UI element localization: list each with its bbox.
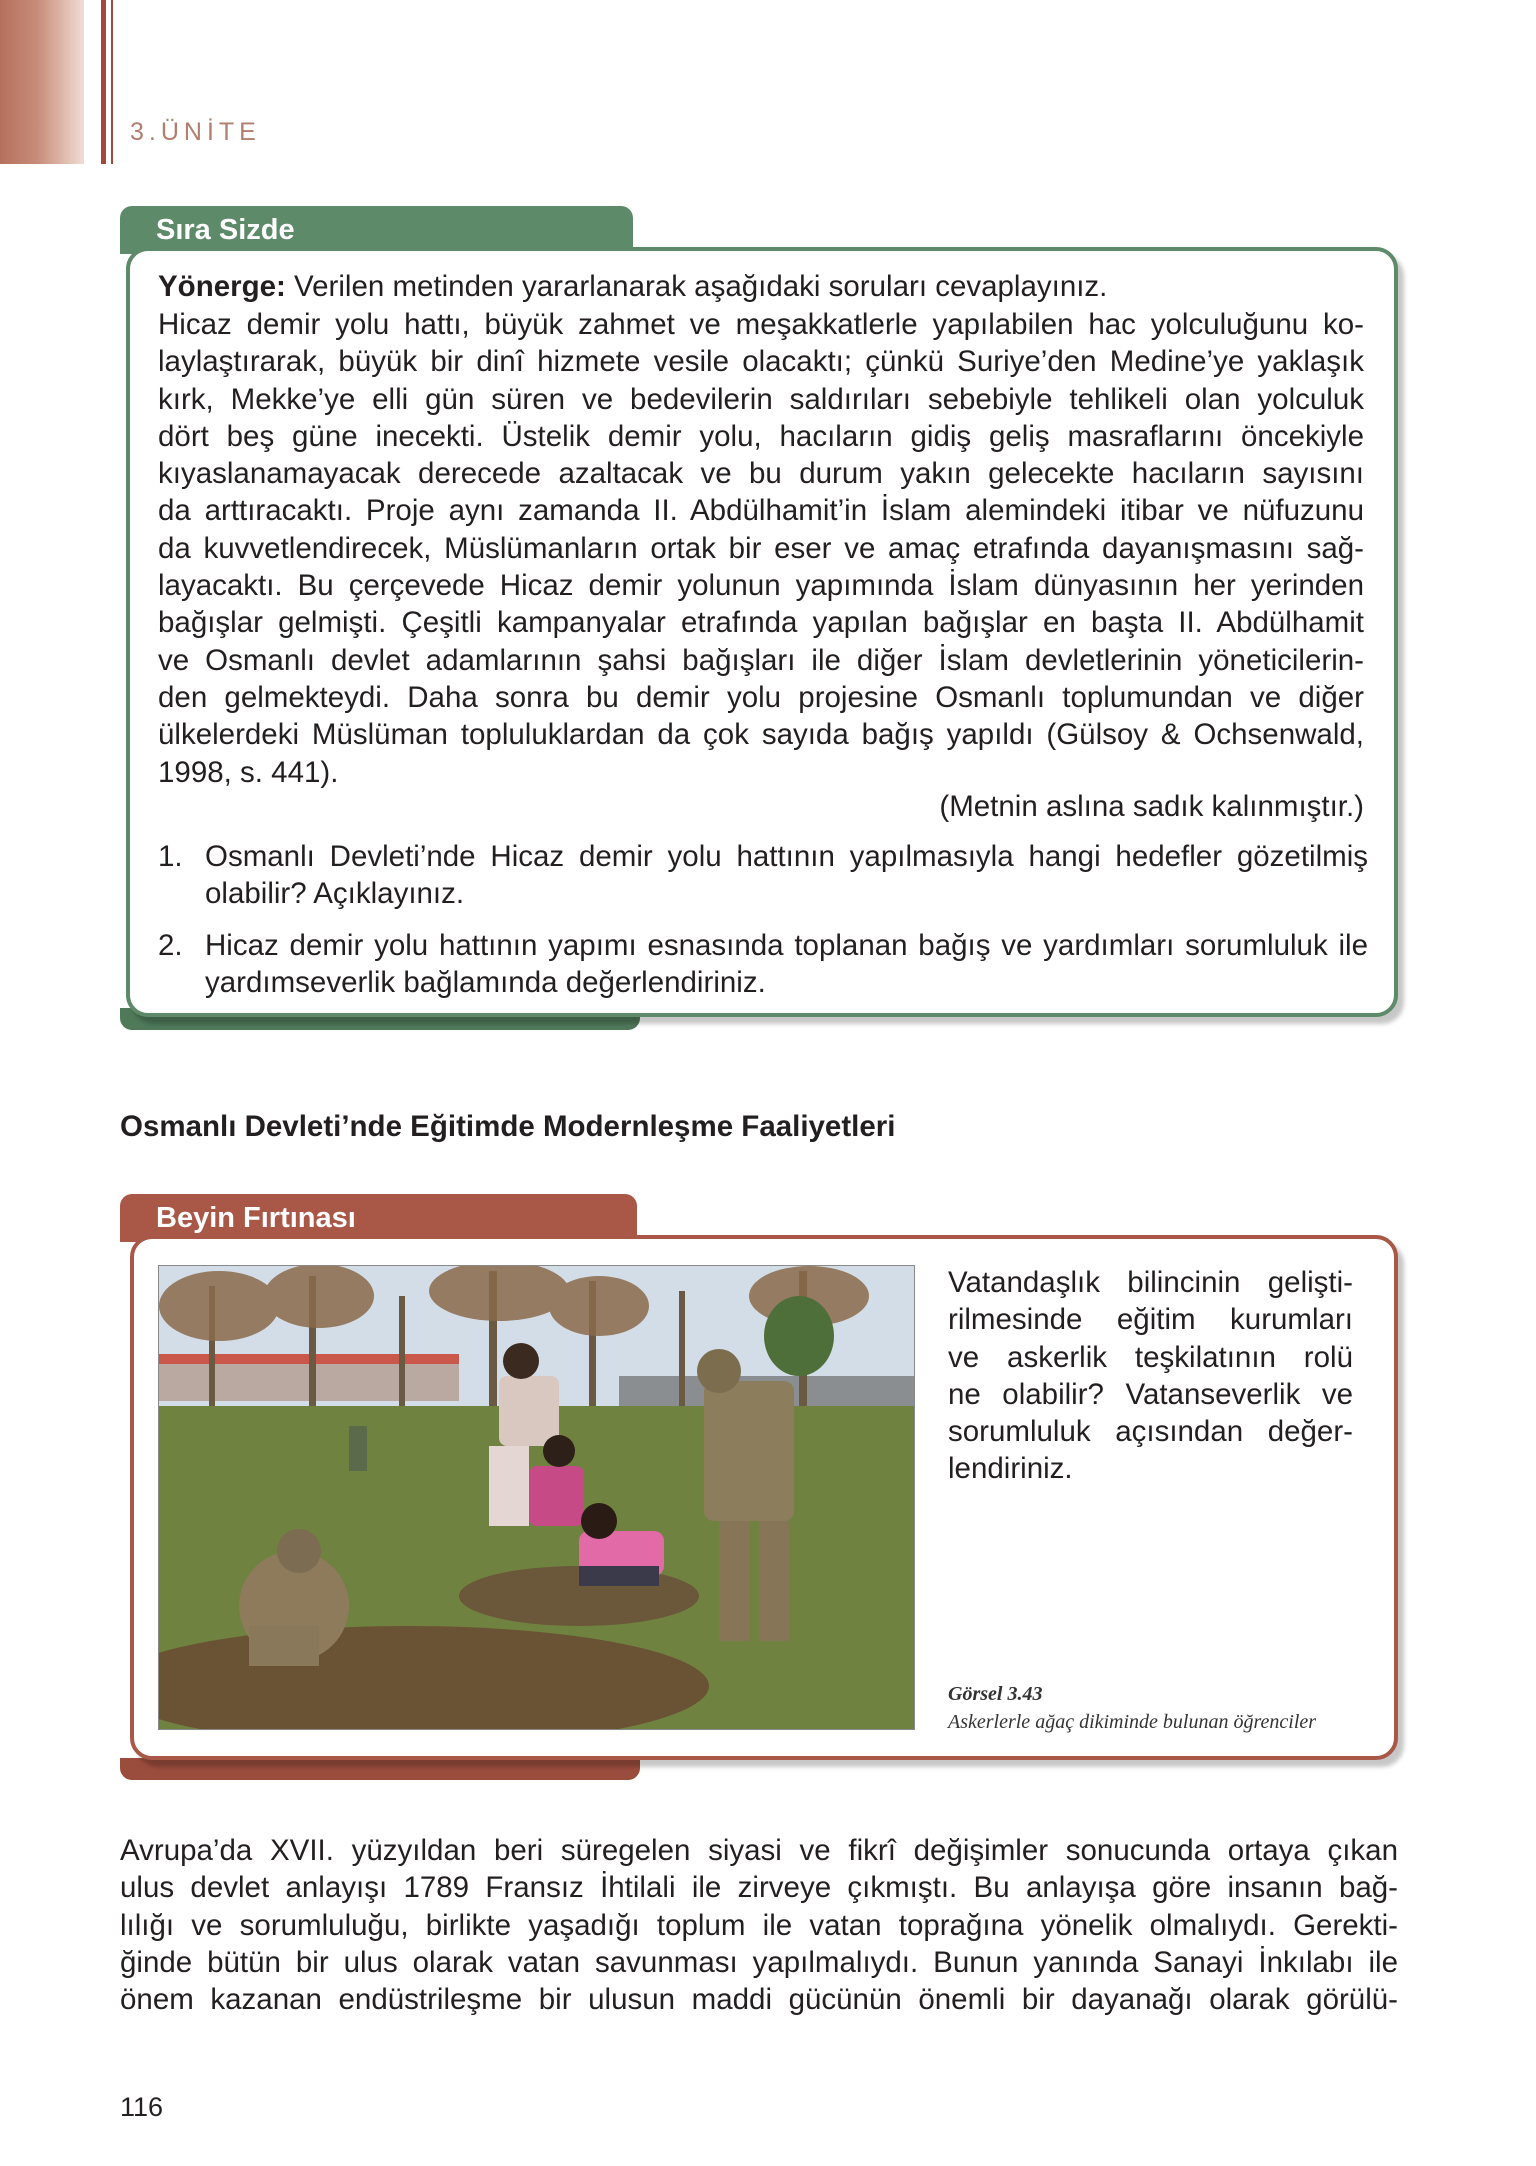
body-line: kıyaslanamayacak derecede azaltacak ve bu durum yakın gelecekte hacıların sayısını — [158, 457, 1364, 491]
body-paragraph — [120, 1832, 1398, 2018]
body-line: laylaştırarak, büyük bir dinî hizmete vesile olacaktı; çünkü Suriye’den Medine’ye yaklaşık — [158, 345, 1364, 379]
body-line: da arttıracaktı. Proje aynı zamanda II. Abdülhamit’in İslam alemindeki itibar ve nüfuzunu — [158, 494, 1364, 528]
side-line: ne olabilir? Vatanseverlik ve — [948, 1377, 1353, 1411]
source-note: (Metnin aslına sadık kalınmıştır.) — [939, 790, 1364, 823]
body-line: layacaktı. Bu çerçevede Hicaz demir yolunun yapımında İslam dünyasının her yerinden — [158, 569, 1364, 603]
side-line: Vatandaşlık bilincinin gelişti- — [948, 1266, 1353, 1299]
figure-caption — [948, 1680, 1316, 1736]
unit-label: 3.ÜNİTE — [130, 118, 261, 146]
body-line: kırk, Mekke’ye elli gün süren ve bedevilerin saldırıları sebebiyle tehlikeli olan yolculuk — [158, 382, 1364, 416]
paragraph-line: ulus devlet anlayışı 1789 Fransız İhtilali ile zirveye çıkmıştı. Bu anlayışa göre insanın bağ- — [120, 1871, 1398, 1905]
body-line: bağışlar gelmişti. Çeşitli kampanyalar etrafında yapılan bağışlar en başta II. Abdülhamit — [158, 606, 1364, 640]
body-line: ve Osmanlı devlet adamlarının şahsi bağışları ile diğer İslam devletlerinin yöneticilerin- — [158, 643, 1364, 677]
paragraph-line: önem kazanan endüstrileşme bir ulusun maddi gücünün önemli bir dayanağı olarak görülü- — [120, 1983, 1398, 2017]
side-line: rilmesinde eğitim kurumları — [948, 1303, 1353, 1337]
section-title: Osmanlı Devleti’nde Eğitimde Modernleşme Faaliyetleri — [120, 1110, 896, 1143]
activity2-bottom-tab — [120, 1758, 640, 1780]
header-rule-thin — [111, 0, 113, 164]
header-rule-thick — [101, 0, 106, 164]
corner-decoration — [0, 0, 84, 164]
directive-text: Verilen metinden yararlanarak aşağıdaki soruları cevaplayınız. — [285, 270, 1108, 303]
activity1-body — [158, 306, 1364, 791]
directive-label: Yönerge: — [158, 270, 286, 303]
body-line: ülkelerdeki Müslüman topluluklardan da çok sayıda bağış yapıldı (Gülsoy & Ochsenwald, — [158, 718, 1364, 752]
body-line: 1998, s. 441). — [158, 755, 339, 789]
activity1-tab: Sıra Sizde — [120, 206, 633, 254]
paragraph-line: ğinde bütün bir ulus olarak vatan savunması yapılmalıydı. Bunun yanında Sanayi İnkılabı ile — [120, 1945, 1398, 1979]
question-2 — [158, 927, 1368, 1002]
body-line: Hicaz demir yolu hattı, büyük zahmet ve meşakkatlerle yapılabilen hac yolculuğunu ko- — [158, 308, 1364, 341]
directive — [158, 268, 1107, 305]
side-line: sorumluluk açısından değer- — [948, 1415, 1353, 1449]
caption-text: Askerlerle ağaç dikiminde bulunan öğrenciler — [948, 1711, 1317, 1733]
question-number: 1. — [158, 840, 183, 873]
question-1 — [158, 838, 1368, 913]
page-number: 116 — [120, 2092, 164, 2122]
question-text: Osmanlı Devleti’nde Hicaz demir yolu hattının yapılmasıyla hangi hedefler gözetilmiş olabilir? Açıklayınız. — [205, 840, 1368, 911]
activity2-tab: Beyin Fırtınası — [120, 1194, 637, 1242]
body-line: da kuvvetlendirecek, Müslümanların ortak bir eser ve amaç etrafında dayanışmasını sağ- — [158, 531, 1364, 565]
question-number: 2. — [158, 929, 183, 962]
photo-illustration — [159, 1266, 914, 1729]
caption-label: Görsel 3.43 — [948, 1683, 1043, 1705]
side-line: ve askerlik teşkilatının rolü — [948, 1340, 1353, 1374]
side-line: lendiriniz. — [948, 1452, 1073, 1486]
body-line: dört beş güne inecekti. Üstelik demir yolu, hacıların gidiş geliş masraflarını öncekiyle — [158, 419, 1364, 453]
paragraph-line: lılığı ve sorumluluğu, birlikte yaşadığı toplum ile vatan toprağına yönelik olmalıydı. Gerekti- — [120, 1908, 1398, 1942]
question-text: Hicaz demir yolu hattının yapımı esnasında toplanan bağış ve yardımları sorumluluk ile yardımseverlik bağlamında değerlendiriniz. — [205, 929, 1368, 1000]
paragraph-line: Avrupa’da XVII. yüzyıldan beri süregelen siyasi ve fikrî değişimler sonucunda ortaya çıkan — [120, 1834, 1398, 1867]
body-line: den gelmekteydi. Daha sonra bu demir yolu projesine Osmanlı toplumundan ve diğer — [158, 680, 1364, 714]
tree-planting-photo — [158, 1265, 915, 1730]
brainstorm-question — [948, 1264, 1353, 1488]
